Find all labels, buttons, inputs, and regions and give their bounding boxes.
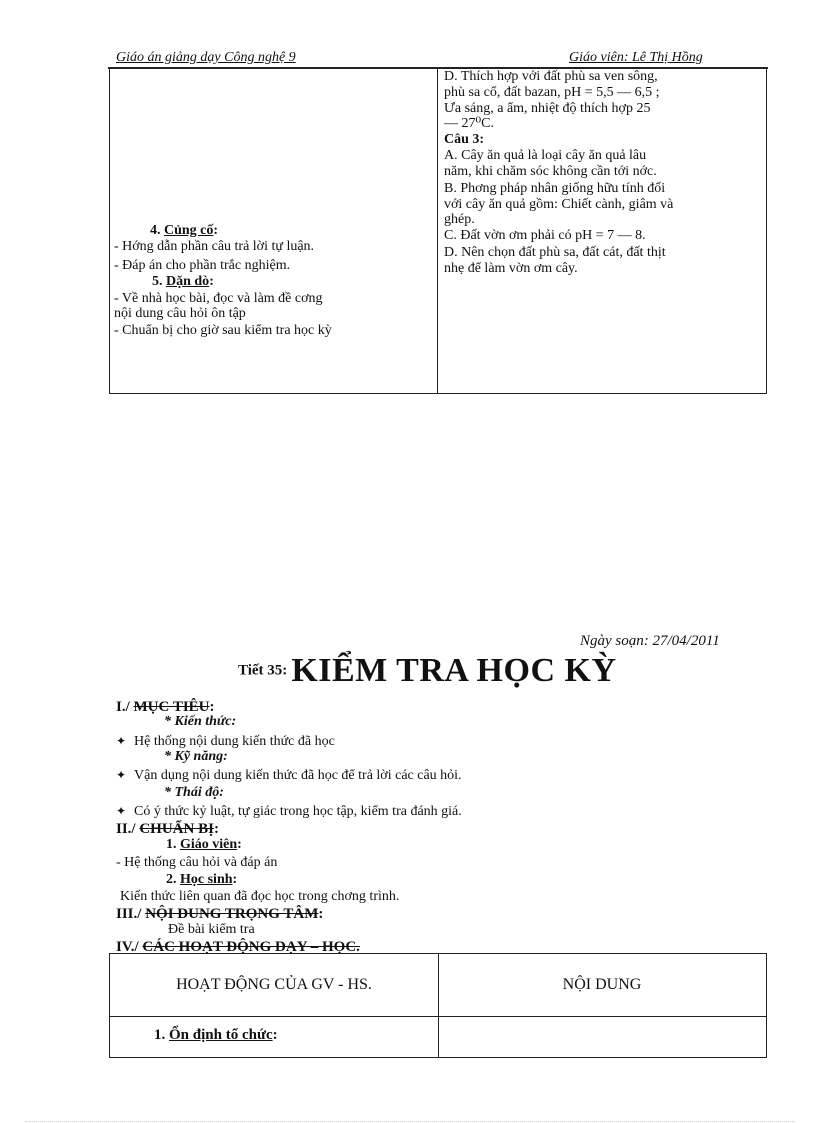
dan-do-item: - Về nhà học bài, đọc và làm đề cơng [114,291,323,306]
section-2-heading: II./ CHUẨN BỊ: [116,821,219,837]
giao-vien-heading: 1. Giáo viên: [166,837,242,852]
section-1-heading: I./ MỤC TIÊU: [116,699,215,715]
hoc-sinh-text: Kiến thức liên quan đã đọc học trong chơng trình. [120,889,400,904]
answer-line: C. Đất vờn ơm phải có pH = 7 — 8. [444,228,646,243]
answer-line: A. Cây ăn quả là loại cây ăn quả lâu [444,148,647,163]
diamond-star-bullet-icon: ✦ [116,768,127,782]
activities-table [109,953,767,1058]
dan-do-item: nội dung câu hỏi ôn tập [114,306,246,321]
ky-nang-label: * Kỹ năng: [164,749,228,764]
dan-do-heading: 5. Dặn dò: [152,274,214,289]
thai-do-text: ✦ Có ý thức kỷ luật, tự giác trong học tập, kiểm tra đánh giá. [116,804,462,819]
kien-thuc-label: * Kiến thức: [164,714,237,729]
activities-header-noi-dung: NỘI DUNG [562,976,642,993]
activities-table-row-divider [110,1016,766,1017]
dan-do-item: - Chuẩn bị cho giờ sau kiểm tra học kỳ [114,323,332,338]
diamond-star-bullet-icon: ✦ [116,804,127,818]
section-3-label: NỘI DUNG TRỌNG TÂM [145,906,319,922]
page-bottom-dotted-rule [25,1121,795,1122]
lesson-number: Tiết 35: [238,662,288,679]
diamond-star-bullet-icon: ✦ [116,734,127,748]
cung-co-heading: 4. Củng cố: [150,223,219,238]
answer-line: với cây ăn quả gồm: Chiết cành, giâm và [444,197,674,212]
activities-header-gv-hs: HOẠT ĐỘNG CỦA GV - HS. [176,976,372,993]
section-4-heading: IV./ CÁC HOẠT ĐỘNG DẠY – HỌC. [116,939,360,955]
on-dinh-to-chuc-heading: 1. Ổn định tổ chức: [154,1027,278,1043]
giao-vien-text: - Hệ thống câu hỏi và đáp án [116,855,278,870]
section-2-label: CHUẨN BỊ [139,821,214,837]
answer-line: năm, khi chăm sóc không cần tới nớc. [444,164,657,179]
cung-co-item: - Hớng dẫn phần câu trả lời tự luận. [114,239,315,254]
answer-line: D. Thích hợp với đất phù sa ven sông, [444,69,658,84]
activities-table-column-divider [438,954,439,1057]
cung-co-item: - Đáp án cho phần trắc nghiệm. [114,258,291,273]
top-table [109,68,767,394]
section-1-label: MỤC TIÊU [133,699,210,715]
date-prepared: Ngày soạn: 27/04/2011 [580,633,720,649]
lesson-title [238,652,617,690]
header-left: Giáo án giảng dạy Công nghệ 9 [116,50,296,65]
section-3-heading: III./ NỘI DUNG TRỌNG TÂM: [116,906,324,922]
answer-line: ghép. [444,212,475,227]
section-3-text: Đề bài kiểm tra [168,922,255,937]
answer-line: — 27⁰C. [444,116,494,131]
ky-nang-text: ✦ Vận dụng nội dung kiến thức đã học để trả lời các câu hỏi. [116,768,462,783]
header-right: Giáo viên: Lê Thị Hồng [569,50,703,65]
cau-3-heading: Câu 3: [444,132,485,147]
answer-line: D. Nên chọn đất phù sa, đất cát, đất thịt [444,245,666,260]
answer-line: B. Phơng pháp nhân giống hữu tính đối [444,181,666,196]
answer-line: phù sa cổ, đất bazan, pH = 5,5 — 6,5 ; [444,85,660,100]
dan-do-label: Dặn dò [166,274,210,289]
answer-line: nhẹ để làm vờn ơm cây. [444,261,578,276]
hoc-sinh-heading: 2. Học sinh: [166,872,238,887]
answer-line: Ưa sáng, a ẩm, nhiệt độ thích hợp 25 [444,101,651,116]
lesson-title-main: KIỂM TRA HỌC KỲ [291,652,617,689]
cung-co-label: Củng cố [164,223,214,238]
thai-do-label: * Thái độ: [164,785,224,800]
kien-thuc-text: ✦ Hệ thống nội dung kiến thức đã học [116,734,335,749]
top-table-column-divider [437,69,438,393]
section-4-label: CÁC HOẠT ĐỘNG DẠY – HỌC. [142,939,360,955]
